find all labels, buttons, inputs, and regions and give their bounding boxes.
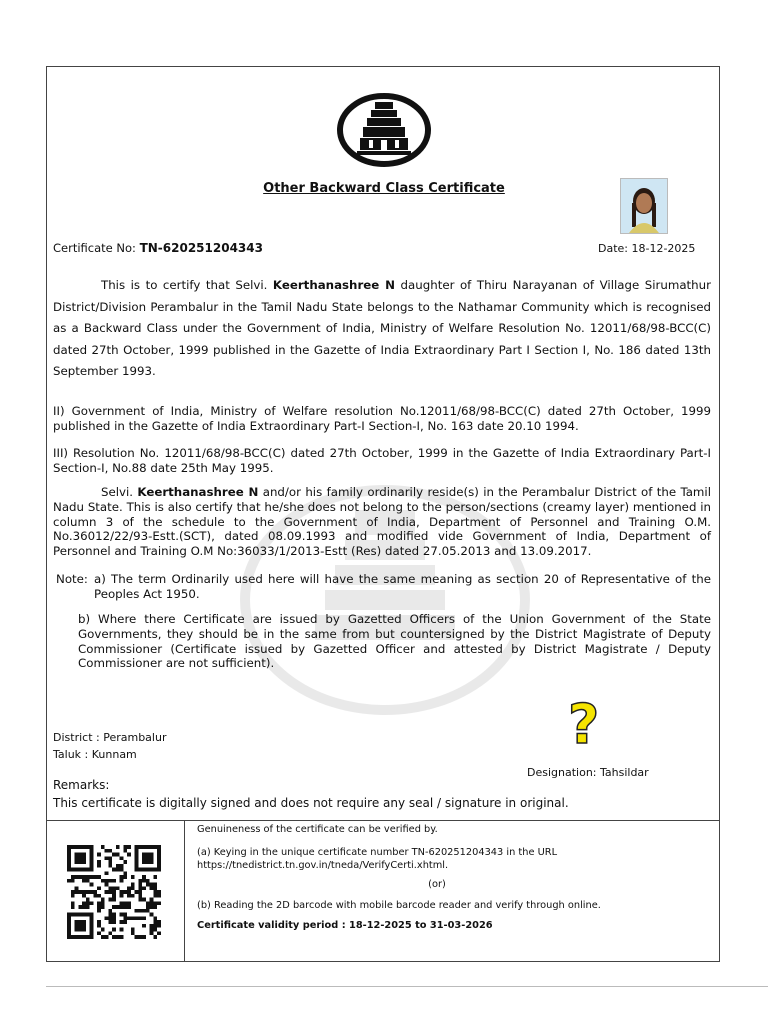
taluk-label: Taluk : Kunnam [53,748,137,761]
verify-option-b: (b) Reading the 2D barcode with mobile barcode reader and verify through online. [197,900,601,911]
note-section [56,572,711,671]
certification-paragraph: This is to certify that Selvi. Keerthanashree N daughter of Thiru Narayanan of Village Sirumathur District/Division Perambalur in the Tamil Nadu State belongs to the Nathamar Community which is recognised as a Backward Class under the Government of India, Ministry of Welfare Resolution No. 12011/68/98-BCC(C) dated 27th October, 1999 published in the Gazette of India Extraordinary Part I Section I, No. 186 dated 13th September 1993. [53,278,711,378]
resolution-paragraph-3: III) Resolution No. 12011/68/98-BCC(C) dated 27th October, 1999 in the Gazette of India Extraordinary Part-I Section-I, No.88 date 25th May 1995. [53,446,711,475]
resolution-paragraph-2: II) Government of India, Ministry of Welfare resolution No.12011/68/98-BCC(C) dated 27th October, 1999 published in the Gazette of India Extraordinary Part-I Section-I, No. 163 date 20.10 1994. [53,404,711,433]
signature-placeholder-icon: ? [568,693,600,756]
remarks-label: Remarks: [53,778,110,792]
verify-option-a: (a) Keying in the unique certificate number TN-620251204343 in the URL https://tnedistrict.tn.gov.in/tneda/VerifyCerti.xhtml. [197,847,558,871]
page-title: Other Backward Class Certificate [263,181,505,196]
certificate-number: Certificate No: TN-620251204343 [53,241,263,255]
residence-paragraph: Selvi. Keerthanashree N and/or his family ordinarily reside(s) in the Perambalur District of the Tamil Nadu State. This is also certify that he/she does not belong to the person/sections (creamy layer) mentioned in column 3 of the schedule to the Government of India, Department of Personnel and Training O.M. No.36012/22/93-Estt.(SCT), dated 08.09.1993 and modified vide Government of India, Department of Personnel and Training O.M No:36033/1/2013-Estt (Res) dated 27.05.2013 and 13.09.2017. [53,485,711,559]
note-b: b) Where there Certificate are issued by Gazetted Officers of the Union Government of the State Governments, they should be in the same from but countersigned by the District Magistrate of Deputy Commissioner (Certificate issued by Gazetted Officer and attested by District Magistrate / Deputy Commissioner are not sufficient). [78,612,711,671]
verification-divider [184,820,185,962]
location-details [53,729,166,763]
applicant-photo [620,178,668,234]
digital-signature-note: This certificate is digitally signed and does not require any seal / signature in original. [53,796,569,810]
certificate-date: Date: 18-12-2025 [598,242,696,255]
page-separator [46,986,768,987]
tamil-nadu-emblem-icon [335,92,433,168]
validity-period: Certificate validity period : 18-12-2025 to 31-03-2026 [197,920,493,931]
note-label: Note: [56,572,88,586]
designation: Designation: Tahsildar [527,766,649,779]
qr-code-icon[interactable] [64,845,164,939]
verify-heading: Genuineness of the certificate can be verified by. [197,824,438,835]
verify-or: (or) [428,879,446,890]
district-label: District : Perambalur [53,731,167,744]
note-a: a) The term Ordinarily used here will have the same meaning as section 20 of Representative of the Peoples Act 1950. [94,572,711,601]
